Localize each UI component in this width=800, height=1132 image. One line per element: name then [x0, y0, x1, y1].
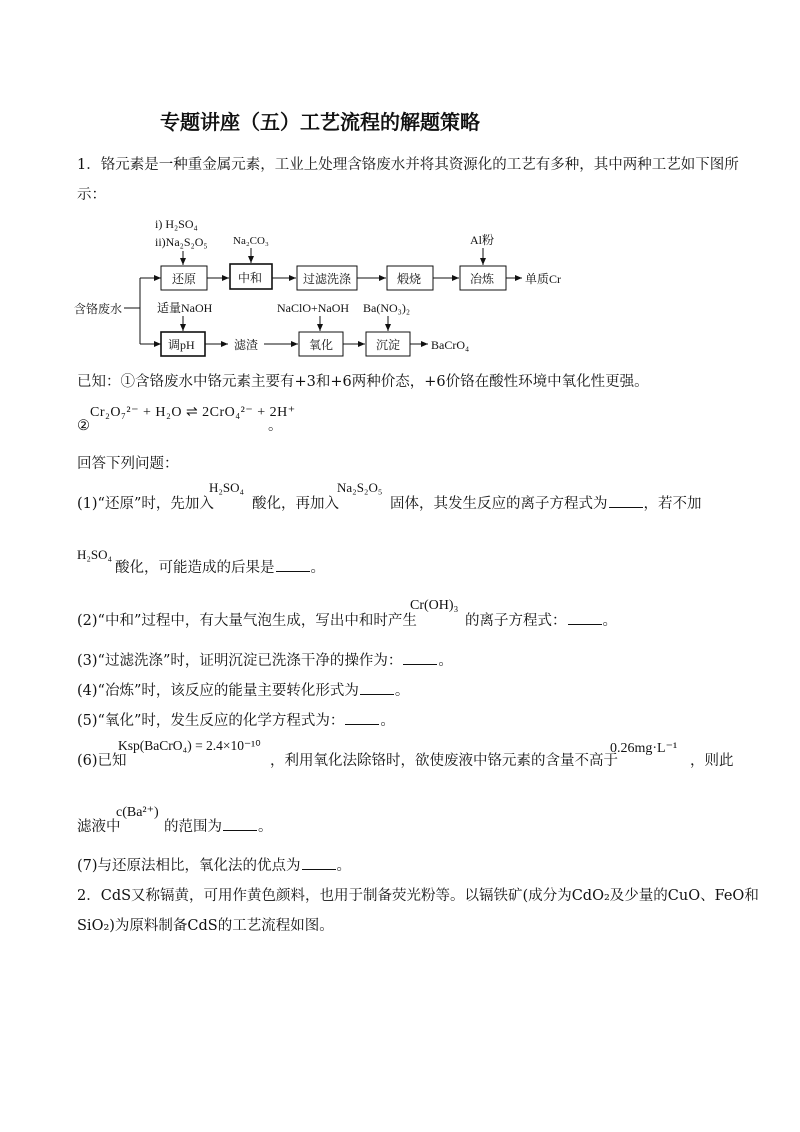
q1-sub2-end: 。	[602, 613, 617, 629]
answer-blank-6[interactable]	[223, 818, 257, 831]
q1-sub1-text-d: ，若不加	[643, 496, 702, 512]
q1-sub5-end: 。	[380, 713, 395, 729]
q1-sub1-h2so4-2: H₂SO₄	[77, 547, 113, 562]
q1-intro-line1: 1．铬元素是一种重金属元素，工业上处理含铬废水并将其资源化的工艺有多种，其中两种工艺如下图所	[77, 157, 739, 173]
q1-sub4-end: 。	[394, 683, 410, 699]
q2-line2: SiO₂)为原料制备CdS的工艺流程如图。	[77, 918, 334, 934]
q1-sub3-end: 。	[438, 653, 453, 669]
page-title: 专题讲座（五）工艺流程的解题策略	[160, 110, 480, 134]
answer-blank-3[interactable]	[403, 652, 437, 665]
q1-intro-line2: 示：	[77, 187, 106, 203]
q1-sub2-part-a: (2)“中和”过程中，有大量气泡生成，写出中和时产生	[77, 613, 417, 629]
q1-sub1-text-e: 酸化，可能造成的后果是	[115, 560, 275, 576]
q1-sub2-croh3: Cr(OH)₃	[410, 598, 459, 613]
product-bacro4: BaCrO₄	[431, 338, 470, 352]
q1-sub4-text: (4)“冶炼”时，该反应的能量主要转化形式为	[77, 683, 359, 699]
start-wastewater: 含铬废水	[74, 302, 123, 316]
box-calcine-label: 煅烧	[397, 272, 422, 286]
box-filter-wash-label: 过滤洗涤	[303, 272, 352, 286]
q1-sub1-part-a: (1)“还原”时，先加入	[77, 496, 214, 512]
answer-blank-1b[interactable]	[276, 559, 310, 572]
q1-sub3	[77, 651, 453, 671]
reagent-naclo: NaClO+NaOH	[277, 301, 350, 315]
answer-blank-1a[interactable]	[609, 495, 643, 508]
q1-sub2-part-b	[465, 611, 617, 631]
q1-sub6-part-e	[164, 817, 273, 837]
reagent-al: Al粉	[470, 233, 495, 247]
box-oxidize-label: 氧化	[309, 338, 334, 352]
answer-prompt: 回答下列问题：	[77, 456, 179, 472]
q1-sub7	[77, 856, 351, 876]
answer-blank-4[interactable]	[360, 682, 394, 695]
q1-sub3-text: (3)“过滤洗涤”时，证明沉淀已洗涤干净的操作为：	[77, 653, 403, 669]
box-smelt-label: 冶炼	[470, 272, 495, 286]
box-precip-label: 沉淀	[376, 338, 401, 352]
q1-sub1-end: 。	[310, 560, 325, 576]
q1-sub1-part-b: 酸化，再加入	[252, 496, 339, 512]
q1-sub1-text-c: 固体，其发生反应的离子方程式为	[390, 496, 608, 512]
product-cr: 单质Cr	[525, 272, 562, 286]
q1-sub5-text: (5)“氧化”时，发生反应的化学方程式为：	[77, 713, 345, 729]
q1-sub1-na2s2o5: Na₂S₂O₅	[337, 480, 383, 495]
q1-sub6-c-ba: c(Ba²⁺)	[116, 805, 159, 820]
box-reduce-label: 还原	[172, 272, 197, 286]
reagent-h2so4: i) H₂SO₄	[155, 217, 198, 231]
reagent-na2s2o5: ii)Na₂S₂O₅	[155, 235, 208, 249]
q1-sub7-text: (7)与还原法相比，氧化法的优点为	[77, 858, 301, 874]
reagent-na2co3: Na₂CO₃	[233, 235, 269, 247]
q1-sub1-h2so4: H₂SO₄	[209, 480, 245, 495]
reagent-bano3: Ba(NO₃)₂	[363, 301, 411, 315]
known-1: 已知：①含铬废水中铬元素主要有+3和+6两种价态，+6价铬在酸性环境中氧化性更强。	[77, 374, 649, 390]
residue-label: 滤渣	[234, 338, 259, 352]
process-flow-diagram	[0, 0, 800, 360]
q1-sub6-part-d: 滤液中	[77, 819, 121, 835]
q1-sub1-part-e	[115, 558, 325, 578]
known-2-end: 。	[268, 418, 283, 434]
known-2-label: ②	[77, 418, 90, 434]
q1-sub6-ksp: Ksp(BaCrO₄) = 2.4×10⁻¹⁰	[118, 738, 261, 753]
q1-sub6-part-c: ，则此	[690, 753, 734, 769]
q1-sub6-part-b: ，利用氧化法除铬时，欲使废液中铬元素的含量不高于	[270, 753, 618, 769]
q1-sub7-end: 。	[336, 858, 352, 874]
q1-sub6-end: 。	[258, 819, 273, 835]
reagent-naoh: 适量NaOH	[157, 301, 213, 315]
answer-blank-7[interactable]	[302, 857, 336, 870]
q2-line1: 2．CdS又称镉黄，可用作黄色颜料，也用于制备荧光粉等。以镉铁矿(成分为CdO₂及少量的CuO、FeO和	[77, 888, 759, 904]
answer-blank-5[interactable]	[345, 712, 379, 725]
q1-sub6-concentration: 0.26mg·L⁻¹	[610, 741, 678, 756]
q1-sub1-part-c	[390, 494, 702, 514]
known-2-equation: Cr₂O₇²⁻ + H₂O ⇌ 2CrO₄²⁻ + 2H⁺	[90, 405, 296, 420]
q1-sub4	[77, 681, 409, 701]
answer-blank-2[interactable]	[568, 612, 602, 625]
q1-sub6-part-a: (6)已知	[77, 753, 127, 769]
q1-sub5	[77, 711, 395, 731]
box-ph-label: 调pH	[168, 338, 195, 352]
q1-sub6-text-e: 的范围为	[164, 819, 222, 835]
box-neutralize-label: 中和	[238, 271, 263, 285]
q1-sub2-text-b: 的离子方程式：	[465, 613, 567, 629]
